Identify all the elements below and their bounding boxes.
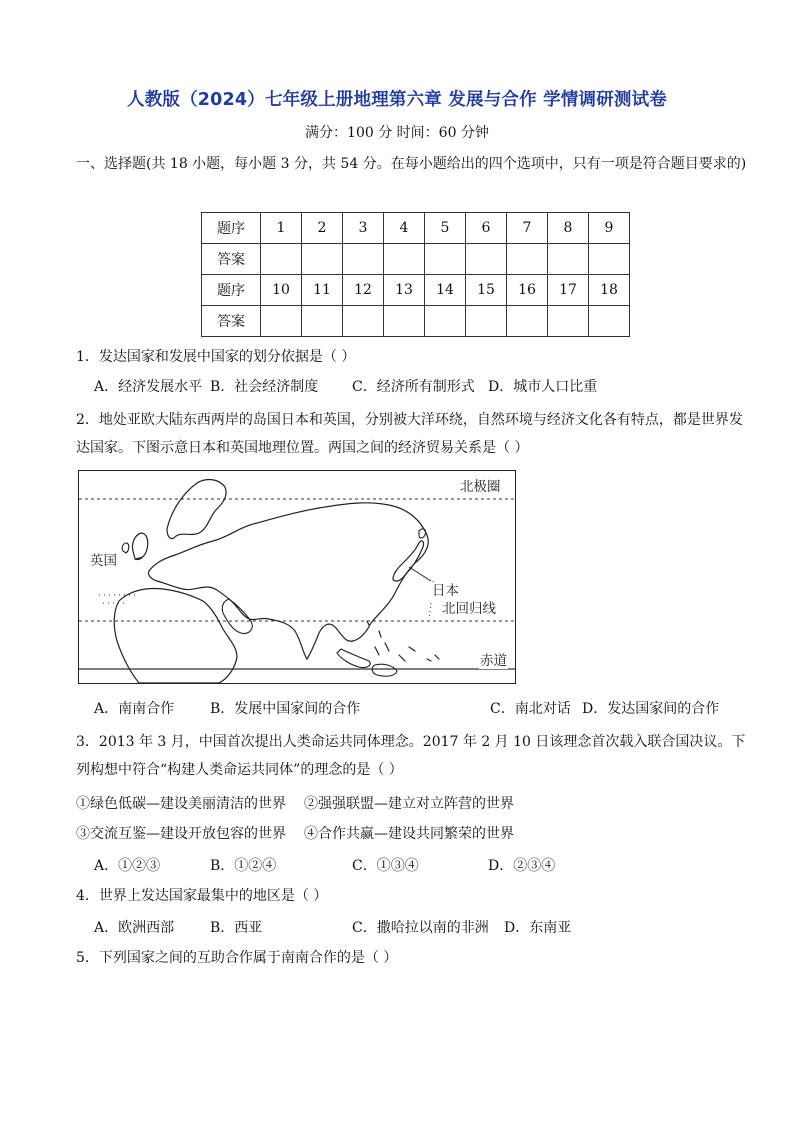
japan-label: 日本 xyxy=(432,583,459,599)
answer-cell[interactable] xyxy=(343,306,384,337)
q4-option-a[interactable]: A．欧洲西部 xyxy=(94,920,175,936)
table-cell: 12 xyxy=(343,275,384,306)
table-cell: 9 xyxy=(589,213,630,244)
q3-option-a[interactable]: A．①②③ xyxy=(94,858,161,874)
table-cell: 2 xyxy=(302,213,343,244)
answer-cell[interactable] xyxy=(343,244,384,275)
q4-option-b[interactable]: B．西亚 xyxy=(210,920,263,936)
table-cell: 15 xyxy=(466,275,507,306)
equator-label: 赤道 xyxy=(480,653,507,669)
q4-option-c[interactable]: C．撒哈拉以南的非洲 xyxy=(352,920,489,936)
answer-cell[interactable] xyxy=(466,244,507,275)
question-5-stem: 5．下列国家之间的互助合作属于南南合作的是（ ） xyxy=(76,950,398,966)
eurasia-outline xyxy=(148,503,428,659)
table-row xyxy=(202,306,630,337)
question-4-stem: 4．世界上发达国家最集中的地区是（ ） xyxy=(76,888,328,904)
q1-option-d[interactable]: D．城市人口比重 xyxy=(488,379,598,395)
table-cell: 16 xyxy=(507,275,548,306)
ireland-outline xyxy=(122,543,129,553)
table-header-cell: 答案 xyxy=(202,244,261,275)
table-header-cell: 答案 xyxy=(202,306,261,337)
table-cell: 7 xyxy=(507,213,548,244)
answer-cell[interactable] xyxy=(384,306,425,337)
table-row xyxy=(202,213,630,244)
pacific-islands xyxy=(367,621,439,661)
scandinavia-outline xyxy=(167,480,226,539)
answer-cell[interactable] xyxy=(425,306,466,337)
q1-option-c[interactable]: C．经济所有制形式 xyxy=(352,379,475,395)
table-cell: 5 xyxy=(425,213,466,244)
answer-cell[interactable] xyxy=(261,244,302,275)
q3-statement-3: ③交流互鉴—建设开放包容的世界 xyxy=(76,826,286,842)
table-cell: 1 xyxy=(261,213,302,244)
answer-cell[interactable] xyxy=(302,244,343,275)
answer-cell[interactable] xyxy=(466,306,507,337)
q3-option-c[interactable]: C．①③④ xyxy=(352,858,419,874)
answer-table xyxy=(201,212,630,337)
table-cell: 13 xyxy=(384,275,425,306)
table-cell: 18 xyxy=(589,275,630,306)
table-cell: 3 xyxy=(343,213,384,244)
answer-cell[interactable] xyxy=(548,306,589,337)
table-header-cell: 题序 xyxy=(202,213,261,244)
answer-cell[interactable] xyxy=(507,306,548,337)
q3-statement-1: ①绿色低碳—建设美丽清洁的世界 xyxy=(76,796,286,812)
world-map-svg xyxy=(79,471,515,683)
table-header-cell: 题序 xyxy=(202,275,261,306)
q4-option-d[interactable]: D．东南亚 xyxy=(504,920,572,936)
q2-option-b[interactable]: B．发展中国家间的合作 xyxy=(210,701,361,717)
exam-title: 人教版（2024）七年级上册地理第六章 发展与合作 学情调研测试卷 xyxy=(127,90,667,110)
answer-cell[interactable] xyxy=(302,306,343,337)
q1-option-a[interactable]: A．经济发展水平 xyxy=(94,379,203,395)
answer-cell[interactable] xyxy=(384,244,425,275)
table-cell: 8 xyxy=(548,213,589,244)
arabia-outline xyxy=(222,599,252,633)
q3-statement-2: ②强强联盟—建立对立阵营的世界 xyxy=(304,796,514,812)
tropic-of-cancer-label: 北回归线 xyxy=(442,601,496,617)
table-cell: 6 xyxy=(466,213,507,244)
q1-option-b[interactable]: B．社会经济制度 xyxy=(210,379,319,395)
japan-outline xyxy=(393,541,424,581)
borneo-outline xyxy=(372,664,397,676)
exam-subtitle: 满分：100 分 时间：60 分钟 xyxy=(305,125,489,141)
q2-option-a[interactable]: A．南南合作 xyxy=(94,701,175,717)
answer-cell[interactable] xyxy=(507,244,548,275)
table-row xyxy=(202,244,630,275)
question-1-stem: 1．发达国家和发展中国家的划分依据是（ ） xyxy=(76,349,356,365)
table-cell: 17 xyxy=(548,275,589,306)
table-row xyxy=(202,275,630,306)
q2-option-c[interactable]: C．南北对话 xyxy=(490,701,571,717)
section-heading: 一、选择题(共 18 小题，每小题 3 分，共 54 分。在每小题给出的四个选项中，只有一项是符合题目要求的) xyxy=(76,156,747,172)
sumatra-outline xyxy=(337,649,370,668)
answer-cell[interactable] xyxy=(261,306,302,337)
answer-cell[interactable] xyxy=(425,244,466,275)
japan-pointer-line xyxy=(409,567,431,581)
table-cell: 11 xyxy=(302,275,343,306)
answer-cell[interactable] xyxy=(548,244,589,275)
uk-outline xyxy=(132,533,147,560)
table-cell: 10 xyxy=(261,275,302,306)
q2-option-d[interactable]: D．发达国家间的合作 xyxy=(582,701,720,717)
question-2-stem: 2．地处亚欧大陆东西两岸的岛国日本和英国，分别被大洋环绕，自然环境与经济文化各有特点，都是世界发达国家。下图示意日本和英国地理位置。两国之间的经济贸易关系是（ ） xyxy=(76,412,743,456)
table-cell: 4 xyxy=(384,213,425,244)
uk-label: 英国 xyxy=(90,553,117,569)
arctic-circle-label: 北极圈 xyxy=(460,479,501,495)
answer-cell[interactable] xyxy=(589,244,630,275)
table-cell: 14 xyxy=(425,275,466,306)
answer-cell[interactable] xyxy=(589,306,630,337)
q3-statement-4: ④合作共赢—建设共同繁荣的世界 xyxy=(304,826,514,842)
question-3-stem: 3．2013 年 3 月，中国首次提出人类命运共同体理念。2017 年 2 月 10 日该理念首次载入联合国决议。下列构想中符合“构建人类命运共同体”的理念的是（ ） xyxy=(76,734,746,778)
q3-option-d[interactable]: D．②③④ xyxy=(488,858,556,874)
q3-option-b[interactable]: B．①②④ xyxy=(210,858,277,874)
world-map-figure xyxy=(78,470,516,684)
